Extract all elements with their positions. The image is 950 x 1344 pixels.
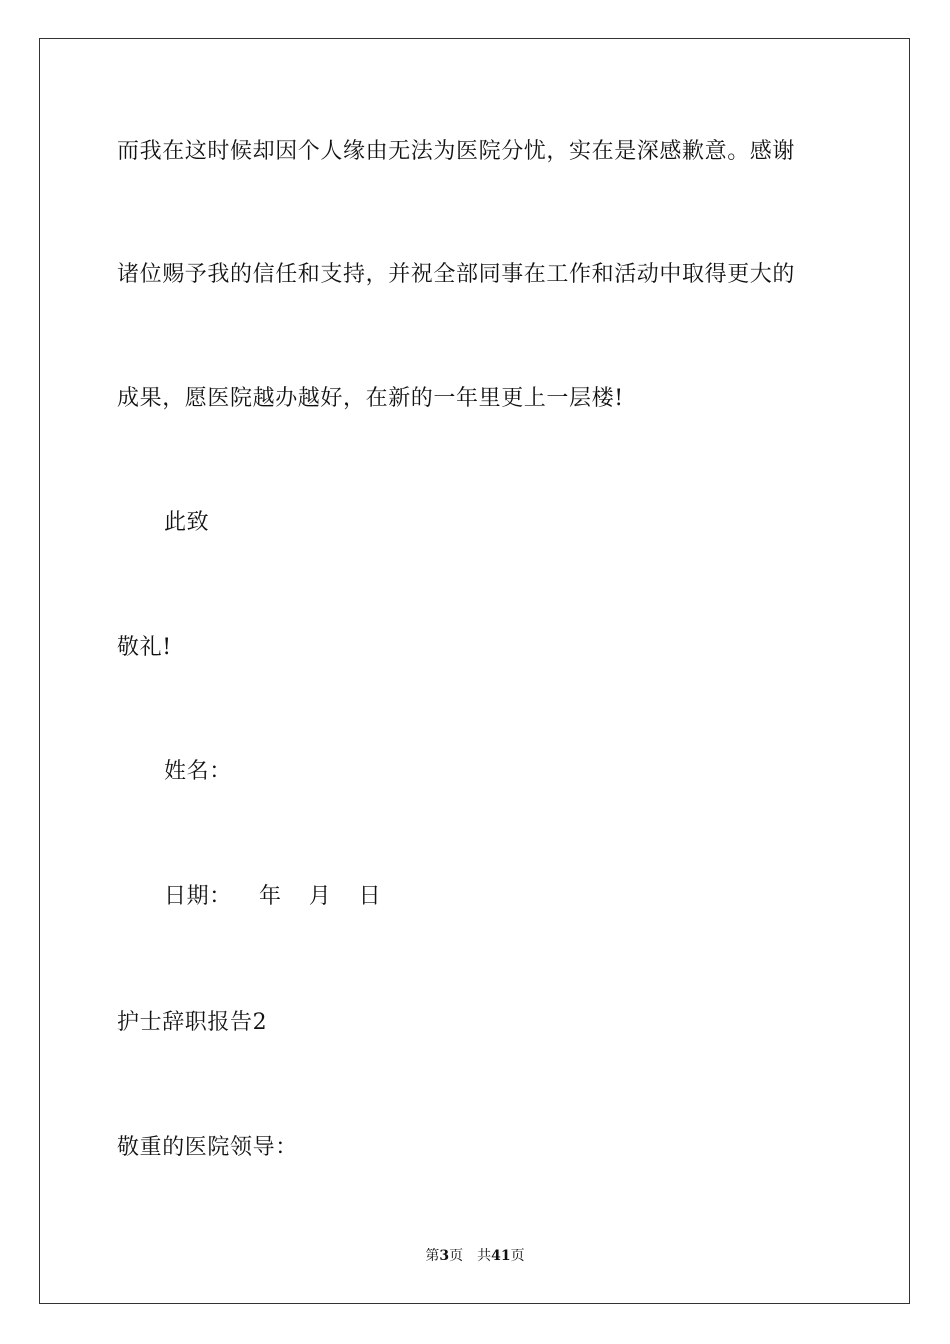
body-line-1: 而我在这时候却因个人缘由无法为医院分忧，实在是深感歉意。感谢 (117, 139, 796, 164)
body-line-2: 诸位赐予我的信任和支持，并祝全部同事在工作和活动中取得更大的 (117, 262, 796, 287)
date-day: 日 (358, 884, 382, 909)
name-label: 姓名： (164, 759, 232, 784)
salute-text: 敬礼! (117, 635, 172, 660)
page-border (39, 38, 910, 1304)
total-prefix: 共 (477, 1248, 492, 1264)
total-suffix: 页 (510, 1248, 525, 1264)
greeting-text: 敬重的医院领导： (117, 1135, 298, 1160)
date-line (164, 882, 381, 912)
total-pages: 41 (491, 1248, 511, 1264)
section-title: 护士辞职报告2 (117, 1010, 268, 1035)
date-label: 日期： (164, 884, 232, 909)
page-footer (0, 1246, 950, 1266)
date-month: 月 (308, 884, 332, 909)
page-prefix: 第 (425, 1248, 440, 1264)
closing-text: 此致 (164, 510, 210, 535)
body-line-3: 成果，愿医院越办越好，在新的一年里更上一层楼! (117, 386, 624, 411)
page-number: 3 (439, 1248, 450, 1264)
page-suffix: 页 (449, 1248, 464, 1264)
date-year: 年 (259, 884, 282, 909)
